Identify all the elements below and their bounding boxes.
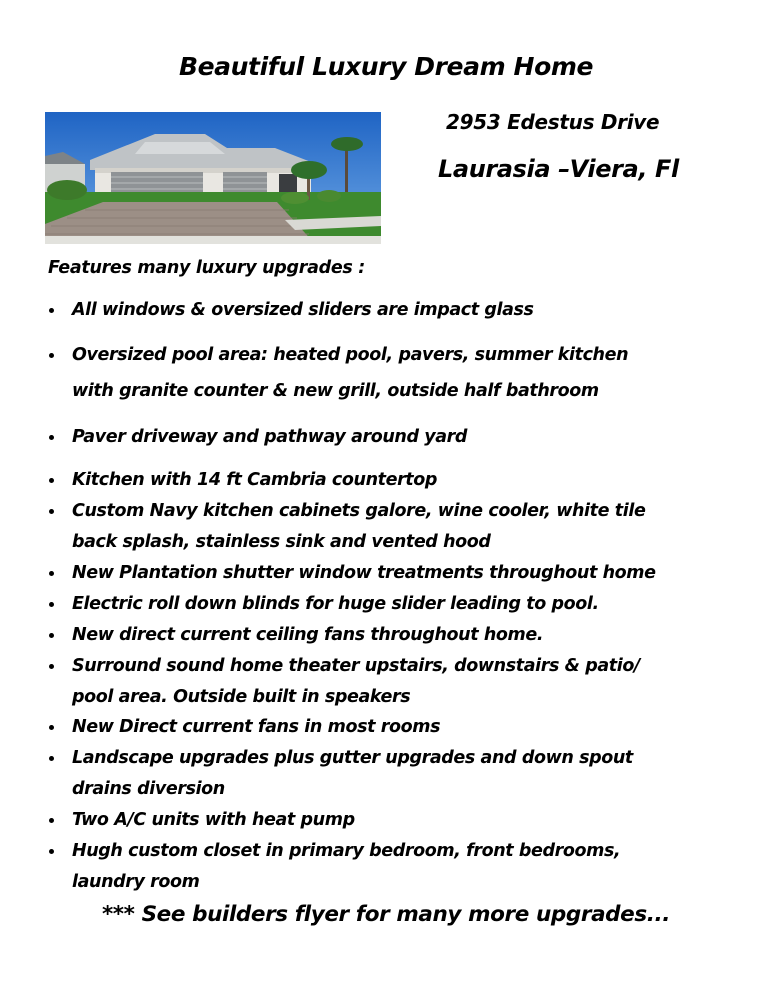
bullet-icon [49, 308, 54, 313]
feature-line: New direct current ceiling fans throughout home. [72, 625, 544, 645]
bullet-icon [49, 602, 54, 607]
bullet-icon [49, 664, 54, 669]
bullet-icon [49, 818, 54, 823]
property-address: 2953 Edestus Drive [446, 110, 660, 134]
feature-item [0, 426, 772, 454]
feature-item [0, 809, 772, 837]
feature-item [0, 469, 772, 497]
bullet-icon [49, 571, 54, 576]
bullet-icon [49, 353, 54, 358]
feature-text [72, 590, 764, 618]
feature-item [0, 716, 772, 744]
feature-line: All windows & oversized sliders are impact glass [72, 300, 534, 320]
feature-line: Electric roll down blinds for huge slider leading to pool. [72, 594, 599, 614]
feature-item [0, 593, 772, 621]
feature-line: Landscape upgrades plus gutter upgrades and down spout [72, 747, 633, 768]
house-photo [45, 112, 381, 244]
feature-item [0, 344, 772, 416]
feature-text [72, 806, 764, 834]
property-city: Laurasia –Viera, Fl [438, 155, 679, 183]
feature-text [72, 423, 764, 451]
feature-line: pool area. Outside built in speakers [72, 686, 411, 707]
bullet-icon [49, 756, 54, 761]
page-title: Beautiful Luxury Dream Home [178, 52, 594, 81]
feature-line: Oversized pool area: heated pool, pavers, summer kitchen [72, 345, 629, 365]
feature-text [72, 713, 764, 741]
footer-note: *** See builders flyer for many more upgrades... [101, 902, 671, 927]
feature-line: laundry room [72, 871, 200, 892]
feature-line: drains diversion [72, 778, 225, 799]
feature-text [72, 296, 764, 324]
feature-item [0, 624, 772, 652]
features-intro: Features many luxury upgrades : [48, 258, 365, 278]
feature-text [72, 836, 764, 898]
feature-item [0, 840, 772, 902]
feature-item [0, 655, 772, 717]
feature-item [0, 500, 772, 562]
feature-line: Two A/C units with heat pump [72, 810, 355, 830]
feature-text [72, 496, 764, 558]
feature-item [0, 299, 772, 327]
feature-text [72, 743, 764, 805]
feature-line: with granite counter & new grill, outside half bathroom [72, 381, 599, 401]
feature-item [0, 747, 772, 809]
feature-text [72, 651, 764, 713]
feature-line: Hugh custom closet in primary bedroom, front bedrooms, [72, 840, 621, 861]
bullet-icon [49, 633, 54, 638]
bullet-icon [49, 478, 54, 483]
feature-line: New Direct current fans in most rooms [72, 717, 441, 737]
bullet-icon [49, 509, 54, 514]
feature-item [0, 562, 772, 590]
feature-line: Custom Navy kitchen cabinets galore, wine cooler, white tile [72, 500, 646, 521]
feature-line: back splash, stainless sink and vented hood [72, 531, 491, 552]
bullet-icon [49, 849, 54, 854]
feature-line: Paver driveway and pathway around yard [72, 427, 468, 447]
feature-text [72, 621, 764, 649]
feature-text [72, 559, 764, 587]
bullet-icon [49, 725, 54, 730]
feature-line: Kitchen with 14 ft Cambria countertop [72, 470, 438, 490]
feature-line: New Plantation shutter window treatments throughout home [72, 563, 656, 583]
bullet-icon [49, 435, 54, 440]
feature-text [72, 337, 764, 409]
feature-line: Surround sound home theater upstairs, downstairs & patio/ [72, 655, 640, 676]
feature-text [72, 466, 764, 494]
